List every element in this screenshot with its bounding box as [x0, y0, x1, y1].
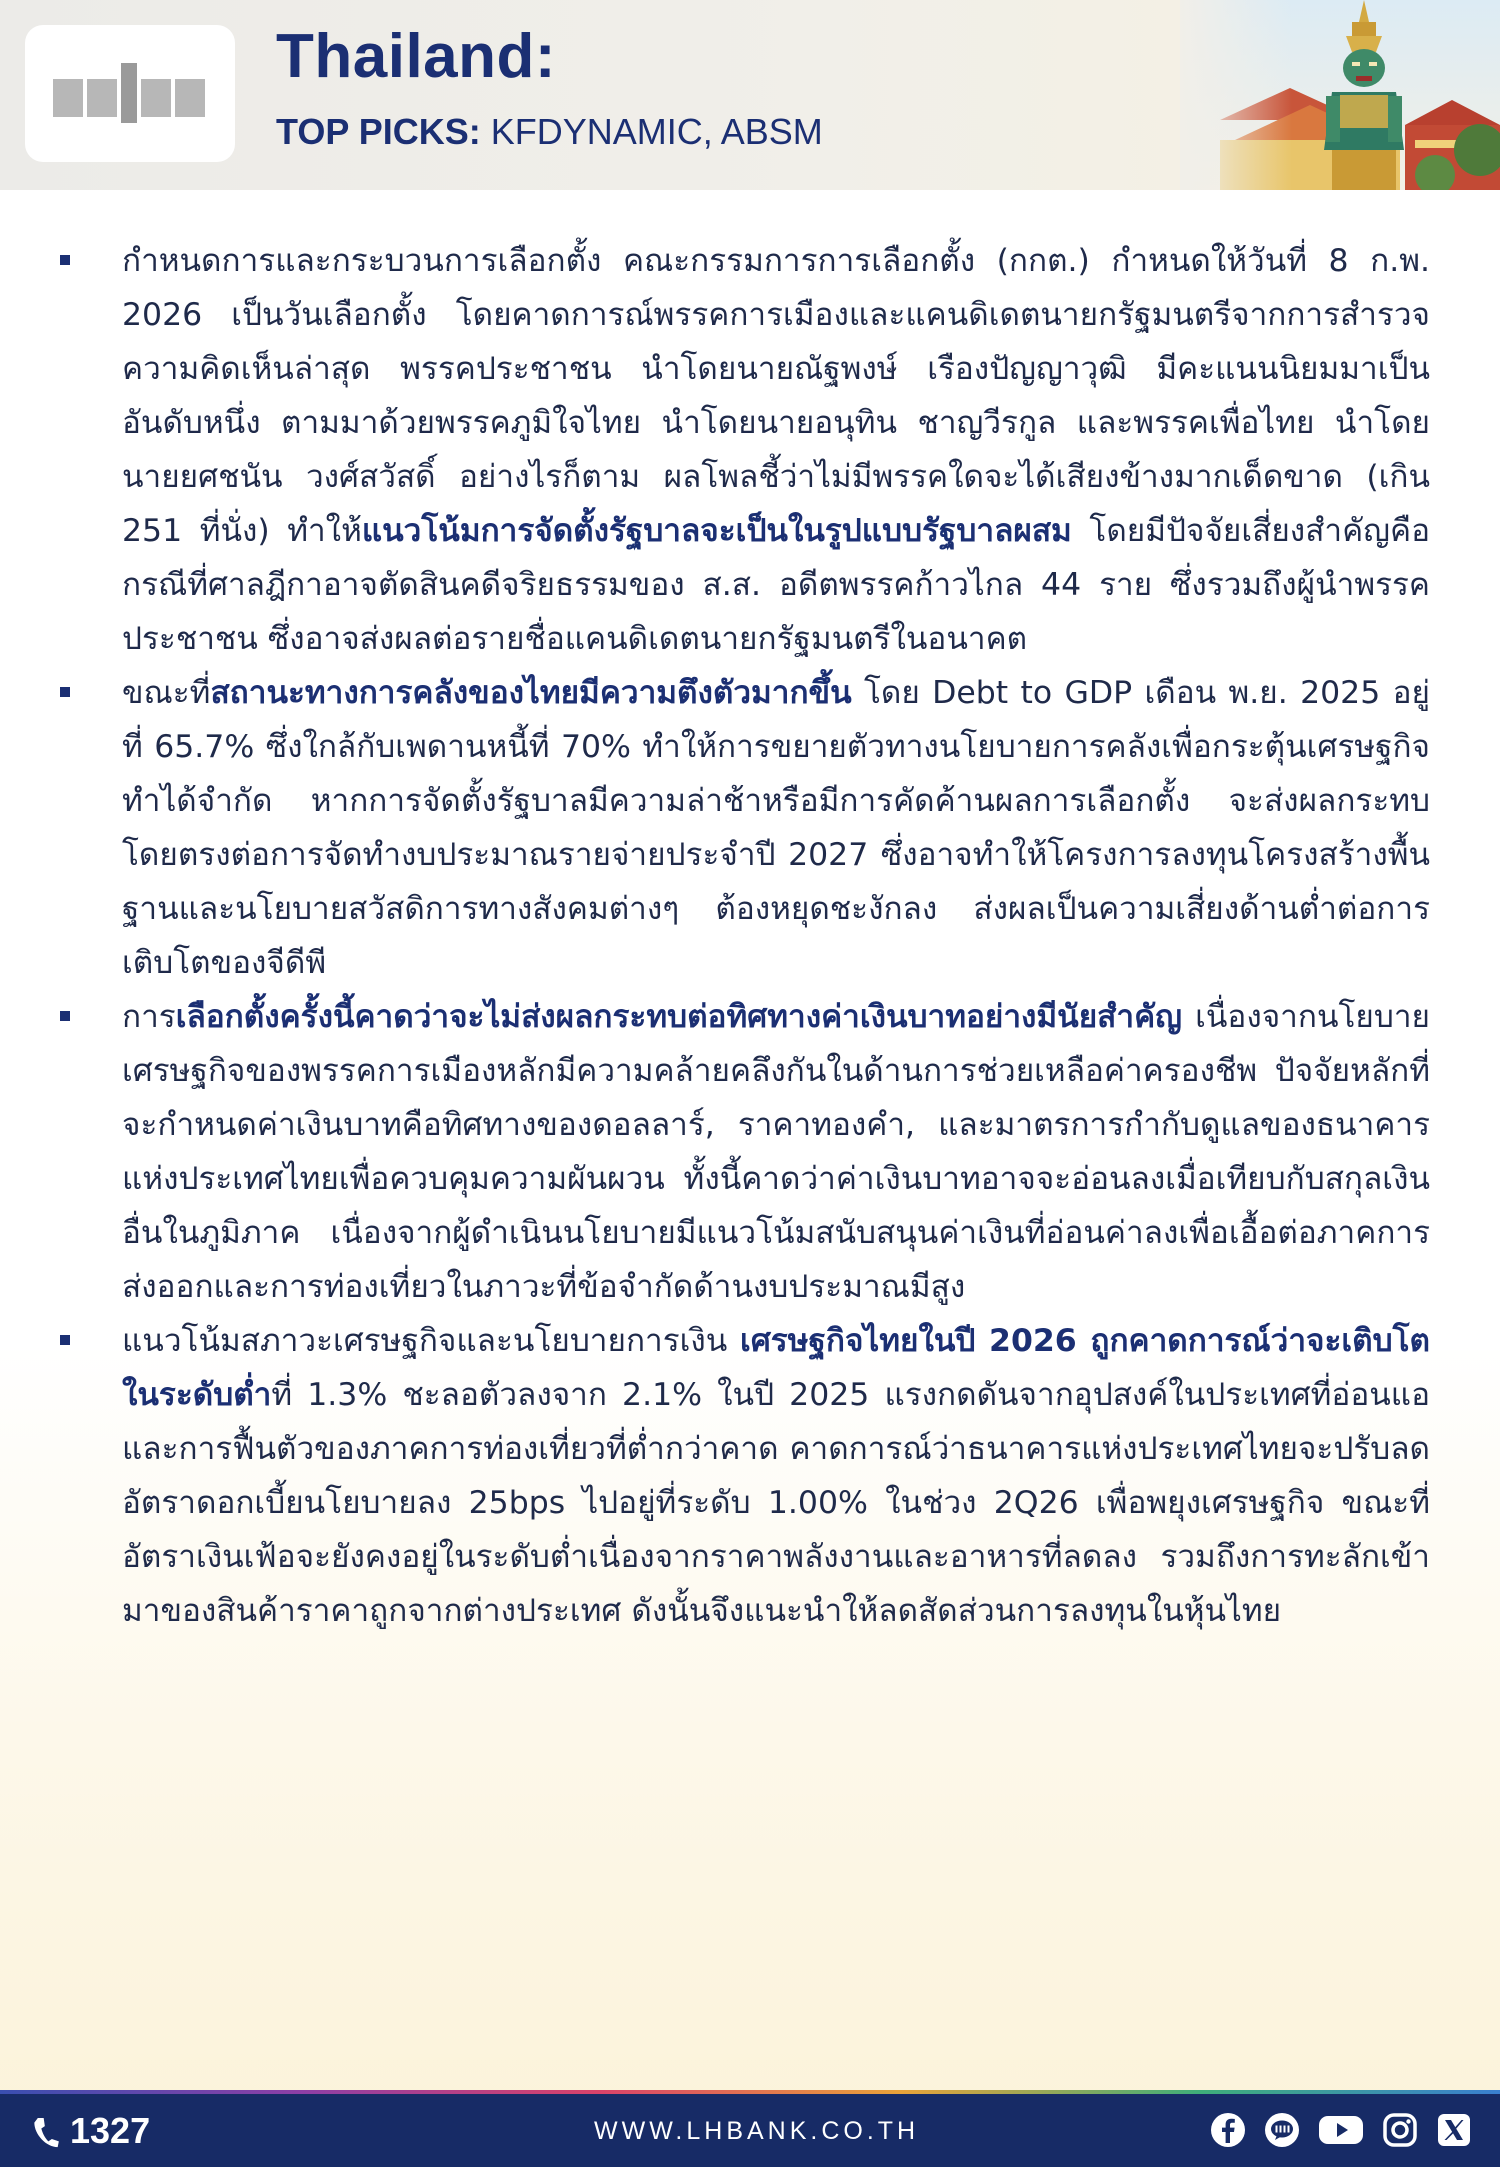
subtitle-label: TOP PICKS: — [276, 111, 481, 152]
list-item — [55, 666, 1430, 990]
text-segment-bold: แนวโน้มการจัดตั้งรัฐบาลจะเป็นในรูปแบบรัฐบาลผสม — [361, 513, 1072, 549]
page-title: Thailand: — [276, 22, 557, 91]
thai-giant-statue-photo-icon — [1180, 0, 1500, 190]
lhbank-bars-logo-icon — [53, 63, 209, 123]
text-segment: แนวโน้มสภาวะเศรษฐกิจและนโยบายการเงิน — [122, 1323, 741, 1359]
logo — [25, 25, 235, 162]
list-item — [55, 234, 1430, 666]
bullet-square-icon — [60, 1335, 70, 1345]
text-segment: เนื่องจากนโยบายเศรษฐกิจของพรรคการเมืองหลักมีความคล้ายคลึงกันในด้านการช่วยเหลือค่าครองชีพ ปัจจัยหลักที่จะกำหนดค่าเงินบาทคือทิศทางของดอลลาร์, ราคาทองคำ, และมาตรการกำกับดูแลของธนาคารแห่งประเทศไทยเพื่อควบคุมความผันผวน ทั้งนี้คาดว่าค่าเงินบาทอาจจะอ่อนลงเมื่อเทียบกับสกุลเงินอื่นในภูมิภาค เนื่องจากผู้ดำเนินนโยบายมีแนวโน้มสนับสนุนค่าเงินที่อ่อนค่าลงเพื่อเอื้อต่อภาคการส่งออกและการท่องเที่ยวในภาวะที่ข้อจำกัดด้านงบประมาณมีสูง — [122, 999, 1430, 1305]
youtube-icon[interactable] — [1316, 2110, 1366, 2150]
subtitle-picks: KFDYNAMIC, ABSM — [480, 111, 823, 152]
page-header — [0, 0, 1500, 190]
text-segment: โดยมีปัจจัยเสี่ยงสำคัญคือกรณีที่ศาลฎีกาอาจตัดสินคดีจริยธรรมของ ส.ส. อดีตพรรคก้าวไกล 44 ราย ซึ่งรวมถึงผู้นำพรรคประชาชน ซึ่งอาจส่งผลต่อรายชื่อแคนดิเดตนายกรัฐมนตรีในอนาคต — [122, 513, 1431, 657]
x-icon[interactable] — [1434, 2110, 1474, 2150]
phone-number: 1327 — [70, 2110, 151, 2151]
bullet-paragraph-fiscal-status — [122, 666, 1430, 990]
line-icon[interactable] — [1262, 2110, 1302, 2150]
bullet-list — [55, 234, 1430, 1638]
text-segment: การ — [122, 999, 176, 1035]
facebook-icon[interactable] — [1208, 2110, 1248, 2150]
text-segment-bold: เศรษฐกิจไทยในปี 2026 ถูกคาดการณ์ว่าจะเติบโตในระดับต่ำ — [122, 1323, 1431, 1413]
text-segment: โดย Debt to GDP เดือน พ.ย. 2025 อยู่ที่ 65.7% ซึ่งใกล้กับเพดานหนี้ที่ 70% ทำให้การขยายตัวทางนโยบายการคลังเพื่อกระตุ้นเศรษฐกิจทำได้จำกัด หากการจัดตั้งรัฐบาลมีความล่าช้าหรือมีการคัดค้านผลการเลือกตั้ง จะส่งผลกระทบโดยตรงต่อการจัดทำงบประมาณรายจ่ายประจำปี 2027 ซึ่งอาจทำให้โครงการลงทุนโครงสร้างพื้นฐานและนโยบายสวัสดิการทางสังคมต่างๆ ต้องหยุดชะงักลง ส่งผลเป็นความเสี่ยงด้านต่ำต่อการเติบโตของจีดีพี — [122, 675, 1430, 981]
contact-phone[interactable] — [32, 2111, 150, 2151]
text-segment: กำหนดการและกระบวนการเลือกตั้ง คณะกรรมการการเลือกตั้ง (กกต.) กำหนดให้วันที่ 8 ก.พ. 2026 เป็นวันเลือกตั้ง โดยคาดการณ์พรรคการเมืองและแคนดิเดตนายกรัฐมนตรีจากการสำรวจความคิดเห็นล่าสุด พรรคประชาชน นำโดยนายณัฐพงษ์ เรืองปัญญาวุฒิ มีคะแนนนิยมมาเป็นอันดับหนึ่ง ตามมาด้วยพรรคภูมิใจไทย นำโดยนายอนุทิน ชาญวีรกูล และพรรคเพื่อไทย นำโดยนายยศชนัน วงศ์สวัสดิ์ อย่างไรก็ตาม ผลโพลชี้ว่าไม่มีพรรคใดจะได้เสียงข้างมากเด็ดขาด (เกิน 251 ที่นั่ง) ทำให้ — [122, 243, 1430, 549]
bullet-square-icon — [60, 1011, 70, 1021]
bullet-square-icon — [60, 255, 70, 265]
website-link[interactable]: WWW.LHBANK.CO.TH — [594, 2117, 920, 2145]
list-item — [55, 990, 1430, 1314]
phone-icon — [32, 2115, 60, 2149]
text-segment: ขณะที่ — [122, 675, 211, 711]
bullet-paragraph-economy-monetary — [122, 1314, 1430, 1638]
bullet-square-icon — [60, 687, 70, 697]
text-segment-bold: เลือกตั้งครั้งนี้คาดว่าจะไม่ส่งผลกระทบต่อทิศทางค่าเงินบาทอย่างมีนัยสำคัญ — [175, 999, 1182, 1035]
list-item — [55, 1314, 1430, 1638]
text-segment-bold: สถานะทางการคลังของไทยมีความตึงตัวมากขึ้น — [210, 675, 852, 711]
page-footer — [0, 2094, 1500, 2167]
instagram-icon[interactable] — [1380, 2110, 1420, 2150]
text-segment: ที่ 1.3% ชะลอตัวลงจาก 2.1% ในปี 2025 แรงกดดันจากอุปสงค์ในประเทศที่อ่อนแอและการฟื้นตัวของภาคการท่องเที่ยวที่ต่ำกว่าคาด คาดการณ์ว่าธนาคารแห่งประเทศไทยจะปรับลดอัตราดอกเบี้ยนโยบายลง 25bps ไปอยู่ที่ระดับ 1.00% ในช่วง 2Q26 เพื่อพยุงเศรษฐกิจ ขณะที่อัตราเงินเฟ้อจะยังคงอยู่ในระดับต่ำเนื่องจากราคาพลังงานและอาหารที่ลดลง รวมถึงการทะลักเข้ามาของสินค้าราคาถูกจากต่างประเทศ ดังนั้นจึงแนะนำให้ลดสัดส่วนการลงทุนในหุ้นไทย — [122, 1377, 1430, 1629]
bullet-paragraph-election-schedule — [122, 234, 1430, 666]
page-subtitle — [276, 111, 823, 152]
bullet-paragraph-baht-outlook — [122, 990, 1430, 1314]
